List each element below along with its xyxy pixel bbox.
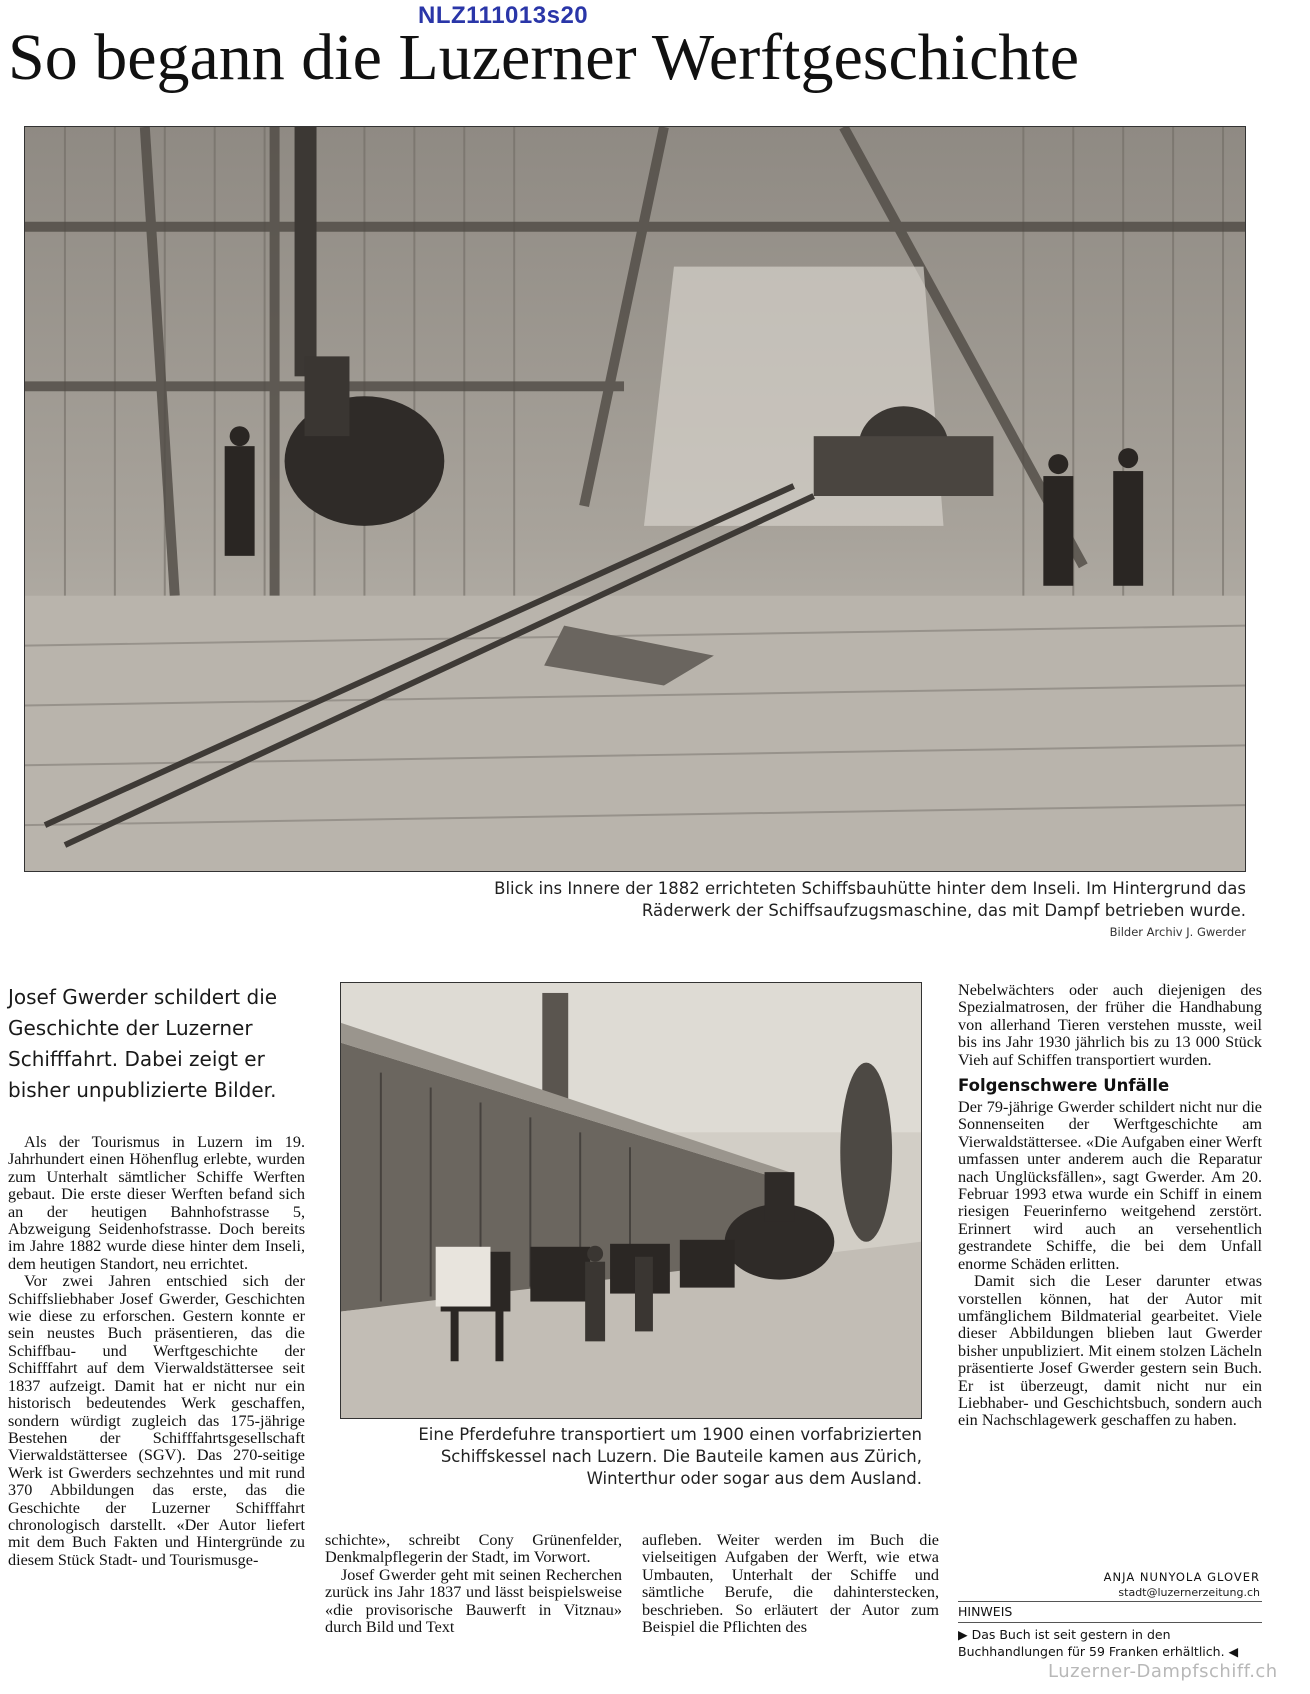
col4-paragraph-2: Der 79-jährige Gwerder schildert nicht nur die Sonnenseiten der Werftgeschichte am Vierwaldstättersee. «Die Aufgaben einer Werft umfassen unter anderem auch die Reparatur nach Unglücksfällen», sagt Gwerder. Am 20. Februar 1993 etwa wurde ein Schiff in einem riesigen Feuerinferno weitgehend zerstört. Erinnert wird auch an versehentlich gestrandete Schiffe, die bei dem Unfall enorme Schäden erlitten. [958,1098,1262,1273]
photo-horse-transport [340,982,922,1419]
photo-credit: Bilder Archiv J. Gwerder [1109,925,1246,939]
col1-paragraph-2: Vor zwei Jahren entschied sich der Schiffsliebhaber Josef Gwerder, Geschichten wie diese zu erforschen. Gestern konnte er sein neustes Buch präsentieren, das die Schiffbau- und Werftgeschichte der Schifffahrt auf dem Vierwaldstättersee seit 1837 aufzeigt. Damit hat er nicht nur ein historisch bedeutendes Werk geschaffen, sondern würdigt zugleich das 175-jährige Bestehen der Schifffahrtsgesellschaft Vierwaldstättersee (SGV). Das 270-seitige Werk ist Gwerders sechzehntes und mit rund 370 Abbildungen das erste, das die Geschichte der Luzerner Schifffahrt chronologisch darstellt. «Der Autor liefert mit dem Buch Fakten und Hintergründe zu diesem Stück Stadt- und Tourismusge- [8,1272,305,1569]
col4-paragraph-3: Damit sich die Leser darunter etwas vorstellen können, hat der Autor mit umfänglichem Bildmaterial gearbeitet. Viele dieser Abbildungen blieben laut Gwerder bisher unpubliziert. Mit einem stolzen Lächeln präsentierte Josef Gwerder gestern sein Buch. Er ist überzeugt, damit nicht nur ein Liebhaber- und Geschichtsbuch, sondern auch ein Nachschlagewerk geschaffen zu haben. [958,1272,1262,1430]
lead-text: Josef Gwerder schildert die Geschichte der Luzerner Schifffahrt. Dabei zeigt er bisher unpublizierte Bilder. [8,985,278,1102]
hinweis-divider-top [958,1601,1262,1602]
col3-paragraph-1: aufleben. Weiter werden im Buch die vielseitigen Aufgaben der Werft, wie etwa Umbauten, Unterhalt der Schiffe und sämtliche Berufe, die dahinterstecken, beschrieben. So erläutert der Autor zum Beispiel die Pflichten des [642,1531,939,1637]
col1-paragraph-1: Als der Tourismus in Luzern im 19. Jahrhundert einen Höhenflug erlebte, wurden zum Unterhalt sämtlicher Schiffe Werften gebaut. Die erste dieser Werften befand sich an der heutigen Bahnhofstrasse 5, Abzweigung Seidenhofstrasse. Doch bereits im Jahre 1882 wurde diese hinter dem Inseli, dem heutigen Standort, neu errichtet. [8,1133,305,1273]
article-column-3 [642,1532,939,1636]
photo-top-caption [400,878,1246,922]
article-column-2 [325,1532,622,1636]
page-code: NLZ111013s20 [418,2,589,29]
author-name: ANJA NUNYOLA GLOVER [1103,1570,1260,1584]
subheading-unfaelle: Folgenschwere Unfälle [958,1076,1170,1096]
hinweis-divider-bottom [958,1622,1262,1623]
article-column-4 [958,982,1262,1430]
photo-middle-caption-line3: Winterthur oder sogar aus dem Ausland. [586,1469,922,1488]
photo-middle-caption-line2: Schiffskessel nach Luzern. Die Bauteile kamen aus Zürich, [440,1447,922,1466]
col2-paragraph-1: schichte», schreibt Cony Grünenfelder, Denkmalpflegerin der Stadt, im Vorwort. [325,1531,622,1567]
col4-paragraph-1: Nebelwächters oder auch diejenigen des Spezialmatrosen, der früher die Handhabung von allerhand Tieren verstehen musste, weil bis ins Jahr 1930 jährlich bis zu 13 000 Stück Vieh auf Schiffen transportiert wurden. [958,981,1262,1069]
photo-middle-caption [340,1424,922,1490]
photo-middle-caption-line1: Eine Pferdefuhre transportiert um 1900 einen vorfabrizierten [418,1425,922,1444]
hinweis-text: ▶ Das Buch ist seit gestern in den Buchhandlungen für 59 Franken erhältlich. ◀ [958,1627,1239,1659]
author-email: stadt@luzernerzeitung.ch [1118,1586,1260,1599]
hinweis-label: HINWEIS [958,1604,1013,1619]
article-column-1 [8,1134,305,1569]
photo-top-caption-line2: Räderwerk der Schiffsaufzugsmaschine, das mit Dampf betrieben wurde. [641,901,1246,920]
photo-top-caption-line1: Blick ins Innere der 1882 errichteten Schiffsbauhütte hinter dem Inseli. Im Hintergrund das [494,879,1246,898]
watermark: Luzerner-Dampfschiff.ch [1048,1661,1278,1682]
headline: So begann die Luzerner Werftgeschichte [8,21,1080,94]
photo-shipyard-interior [24,126,1246,872]
col2-paragraph-2: Josef Gwerder geht mit seinen Recherchen zurück ins Jahr 1837 und lässt beispielsweise «die provisorische Bauwerft in Vitznau» durch Bild und Text [325,1565,622,1637]
